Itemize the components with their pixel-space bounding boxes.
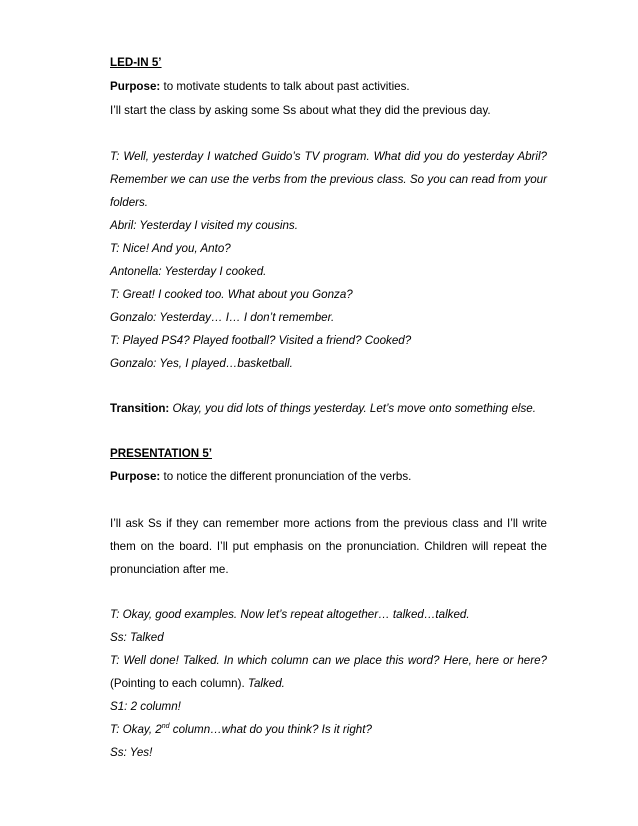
dialogue-line: folders. bbox=[110, 196, 149, 209]
dialogue-line: Remember we can use the verbs from the previous class. So you can read from your bbox=[110, 173, 547, 186]
purpose-text: to motivate students to talk about past activities. bbox=[160, 80, 410, 93]
purpose-label: Purpose: bbox=[110, 80, 161, 93]
dialogue-line bbox=[110, 723, 547, 737]
transition-label: Transition: bbox=[110, 402, 170, 415]
dialogue-part: column…what do you think? Is it right? bbox=[169, 723, 372, 736]
dialogue-line: T: Well, yesterday I watched Guido’s TV program. What did you do yesterday Abril? bbox=[110, 150, 547, 163]
transition-line bbox=[110, 402, 547, 416]
dialogue-line: T: Great! I cooked too. What about you Gonza? bbox=[110, 288, 353, 301]
dialogue-line bbox=[110, 677, 547, 691]
presentation-heading: PRESENTATION 5’ bbox=[110, 447, 212, 460]
led-in-intro: I’ll start the class by asking some Ss about what they did the previous day. bbox=[110, 104, 491, 117]
dialogue-line: T: Okay, good examples. Now let’s repeat altogether… talked…talked. bbox=[110, 608, 470, 621]
transition-text: Okay, you did lots of things yesterday. Let’s move onto something else. bbox=[169, 402, 536, 415]
ordinal-suffix: nd bbox=[161, 723, 170, 731]
dialogue-line: S1: 2 column! bbox=[110, 700, 181, 713]
presentation-intro-line: them on the board. I’ll put emphasis on the pronunciation. Children will repeat the bbox=[110, 540, 547, 553]
dialogue-line: T: Well done! Talked. In which column can we place this word? Here, here or here? bbox=[110, 654, 547, 667]
dialogue-part: T: Okay, 2 bbox=[110, 723, 162, 736]
dialogue-line: T: Nice! And you, Anto? bbox=[110, 242, 231, 255]
dialogue-line: Gonzalo: Yes, I played…basketball. bbox=[110, 357, 293, 370]
dialogue-line: Gonzalo: Yesterday… I… I don’t remember. bbox=[110, 311, 335, 324]
presentation-intro-line: pronunciation after me. bbox=[110, 563, 229, 576]
presentation-purpose bbox=[110, 470, 547, 484]
dialogue-word: Talked. bbox=[247, 677, 285, 690]
dialogue-line: Abril: Yesterday I visited my cousins. bbox=[110, 219, 298, 232]
dialogue-line: Ss: Yes! bbox=[110, 746, 153, 759]
led-in-heading: LED-IN 5’ bbox=[110, 56, 162, 69]
purpose-label: Purpose: bbox=[110, 470, 161, 483]
led-in-purpose bbox=[110, 80, 547, 94]
dialogue-line: T: Played PS4? Played football? Visited a friend? Cooked? bbox=[110, 334, 412, 347]
dialogue-line: Ss: Talked bbox=[110, 631, 164, 644]
dialogue-line: Antonella: Yesterday I cooked. bbox=[110, 265, 267, 278]
stage-direction: (Pointing to each column). bbox=[110, 677, 248, 690]
presentation-intro-line: I’ll ask Ss if they can remember more actions from the previous class and I’ll write bbox=[110, 517, 547, 530]
purpose-text: to notice the different pronunciation of the verbs. bbox=[160, 470, 412, 483]
